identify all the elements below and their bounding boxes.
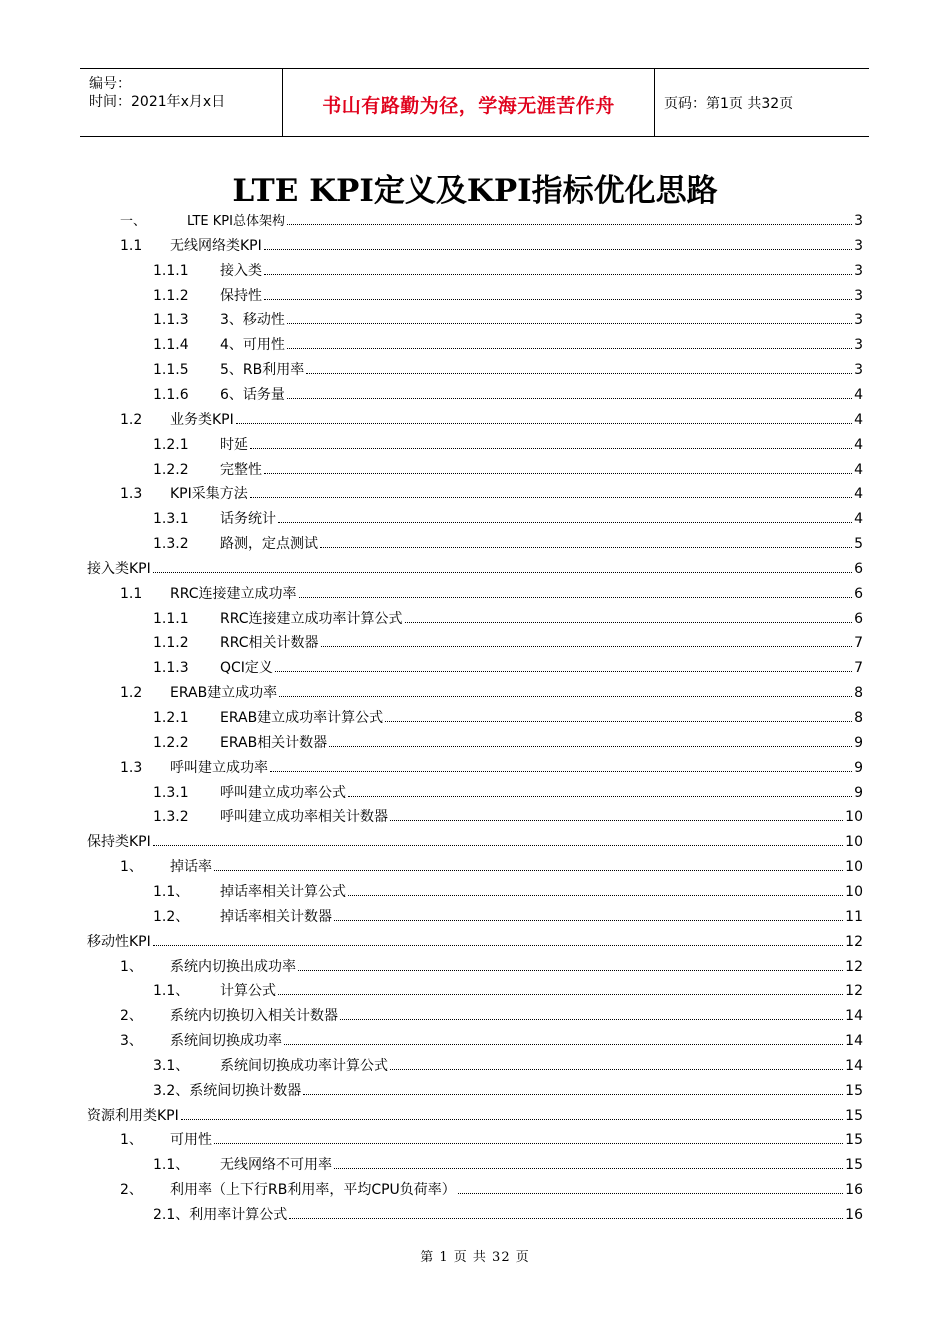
toc-entry-page: 7	[854, 660, 863, 677]
toc-leader-dots	[298, 970, 843, 971]
toc-entry-number: 1.1.2	[153, 635, 189, 652]
toc-leader-dots	[299, 597, 853, 598]
page-header	[80, 68, 869, 137]
toc-entry-number: 1.1	[120, 237, 143, 254]
document-title: LTE KPI定义及KPI指标优化思路	[232, 173, 718, 209]
toc-entry-page: 9	[854, 784, 863, 801]
toc-leader-dots	[303, 1094, 843, 1095]
toc-entry[interactable]	[153, 782, 863, 802]
toc-leader-dots	[306, 373, 852, 374]
toc-entry[interactable]	[153, 459, 863, 479]
toc-entry-number: 1.1.3	[153, 660, 189, 677]
toc-entry-title: RRC连接建立成功率计算公式	[220, 610, 403, 627]
toc-leader-dots	[284, 1044, 843, 1045]
toc-leader-dots	[287, 323, 852, 324]
toc-leader-dots	[264, 299, 852, 300]
toc-entry-number: 1.3	[120, 486, 143, 503]
toc-entry[interactable]	[120, 409, 863, 429]
toc-entry-number: 1.3.2	[153, 809, 189, 826]
toc-entry-title: 掉话率相关计算公式	[220, 883, 346, 900]
toc-leader-dots	[264, 473, 852, 474]
toc-leader-dots	[287, 224, 852, 225]
toc-entry[interactable]	[153, 1055, 863, 1075]
toc-entry-page: 6	[854, 585, 863, 602]
toc-entry-number: 1.1.2	[153, 287, 189, 304]
toc-entry-title: 无线网络不可用率	[220, 1157, 332, 1174]
toc-entry-page: 10	[845, 834, 863, 851]
toc-entry-title: 利用率（上下行RB利用率，平均CPU负荷率）	[170, 1182, 456, 1199]
toc-entry-number: 1.3.1	[153, 784, 189, 801]
toc-entry-page: 7	[854, 635, 863, 652]
toc-entry-title: 系统间切换成功率	[170, 1033, 282, 1050]
toc-entry-page: 3	[854, 337, 863, 354]
toc-entry-title: 路测，定点测试	[220, 536, 318, 553]
toc-entry[interactable]	[153, 285, 863, 305]
toc-entry-page: 15	[845, 1107, 863, 1124]
toc-entry[interactable]	[120, 682, 863, 702]
toc-entry-title: 可用性	[170, 1132, 212, 1149]
toc-leader-dots	[214, 1143, 843, 1144]
toc-entry[interactable]	[153, 434, 863, 454]
toc-entry-number: 1、	[120, 1132, 143, 1149]
toc-entry-title: 呼叫建立成功率	[170, 759, 268, 776]
toc-leader-dots	[153, 945, 843, 946]
toc-entry-title: ERAB相关计数器	[220, 734, 328, 751]
toc-entry[interactable]	[153, 707, 863, 727]
toc-entry-page: 4	[854, 436, 863, 453]
toc-entry[interactable]	[120, 583, 863, 603]
toc-entry-page: 8	[854, 710, 863, 726]
toc-entry-page: 3	[854, 312, 863, 329]
toc-entry-number: 一、	[120, 214, 147, 229]
toc-entry[interactable]	[120, 757, 863, 777]
toc-entry[interactable]	[120, 1179, 863, 1199]
toc-entry[interactable]	[153, 384, 863, 404]
toc-entry[interactable]	[153, 260, 863, 280]
toc-entry[interactable]	[153, 1204, 863, 1224]
toc-entry-number: 1.1.1	[153, 610, 189, 627]
toc-entry-number: 1.2.1	[153, 710, 189, 726]
toc-entry-page: 3	[854, 213, 863, 229]
toc-entry-title: 呼叫建立成功率相关计数器	[220, 809, 388, 826]
toc-entry-title: 系统内切换出成功率	[170, 958, 296, 975]
toc-entry[interactable]	[87, 558, 863, 578]
toc-leader-dots	[214, 870, 843, 871]
toc-entry-page: 14	[845, 1008, 863, 1025]
toc-leader-dots	[270, 771, 852, 772]
toc-entry[interactable]	[120, 210, 863, 230]
toc-entry-number: 1.2、	[153, 908, 190, 925]
toc-entry-page: 10	[845, 809, 863, 826]
toc-entry-title: 掉话率相关计数器	[220, 908, 332, 925]
toc-entry-title: 5、RB利用率	[220, 362, 305, 379]
serial-label: 编号：	[89, 76, 131, 92]
toc-entry-page: 5	[854, 536, 863, 553]
toc-entry-number: 1.1.1	[153, 262, 189, 279]
toc-leader-dots	[279, 696, 852, 697]
toc-leader-dots	[385, 721, 852, 722]
toc-entry-page: 3	[854, 237, 863, 254]
toc-entry-title: RRC相关计数器	[220, 635, 319, 652]
header-motto-cell	[283, 69, 655, 136]
toc-leader-dots	[348, 796, 852, 797]
toc-entry[interactable]	[153, 732, 863, 752]
toc-entry-page: 11	[845, 908, 863, 925]
toc-leader-dots	[329, 746, 852, 747]
toc-leader-dots	[287, 398, 852, 399]
toc-entry-title: 完整性	[220, 461, 262, 478]
toc-entry-title: ERAB建立成功率	[170, 685, 278, 702]
toc-entry[interactable]	[153, 657, 863, 677]
toc-entry-number: 1.1、	[153, 1157, 190, 1174]
toc-leader-dots	[321, 646, 853, 647]
toc-entry-page: 12	[845, 983, 863, 1000]
toc-entry-title: 移动性KPI	[87, 933, 151, 950]
toc-entry-number: 1、	[120, 859, 143, 876]
toc-entry[interactable]	[153, 359, 863, 379]
toc-entry-number: 1.2	[120, 685, 143, 702]
toc-leader-dots	[236, 423, 852, 424]
toc-entry[interactable]	[153, 508, 863, 528]
toc-leader-dots	[334, 1168, 843, 1169]
toc-leader-dots	[390, 820, 843, 821]
toc-leader-dots	[264, 249, 852, 250]
toc-entry-page: 15	[845, 1157, 863, 1174]
toc-leader-dots	[153, 845, 843, 846]
toc-entry-title: 3.2、系统间切换计数器	[153, 1082, 302, 1099]
toc-entry-title: 时延	[220, 436, 248, 453]
toc-entry-number: 1.2	[120, 411, 143, 428]
toc-entry-page: 4	[854, 386, 863, 403]
toc-entry-title: 保持类KPI	[87, 834, 151, 851]
toc-entry-title: 呼叫建立成功率公式	[220, 784, 346, 801]
toc-leader-dots	[289, 1218, 843, 1219]
toc-entry-page: 14	[845, 1033, 863, 1050]
toc-entry-page: 12	[845, 958, 863, 975]
toc-entry-title: 系统间切换成功率计算公式	[220, 1057, 388, 1074]
toc-entry-number: 1.3	[120, 759, 143, 776]
toc-leader-dots	[287, 348, 852, 349]
toc-entry-title: 4、可用性	[220, 337, 285, 354]
toc-entry-number: 3.1、	[153, 1057, 190, 1074]
toc-entry-title: QCI定义	[220, 660, 273, 677]
toc-entry-page: 4	[854, 411, 863, 428]
toc-entry[interactable]	[120, 483, 863, 503]
toc-leader-dots	[348, 895, 843, 896]
toc-entry[interactable]	[153, 608, 863, 628]
toc-leader-dots	[405, 622, 853, 623]
toc-entry-page: 9	[854, 759, 863, 776]
toc-entry[interactable]	[87, 831, 863, 851]
toc-leader-dots	[390, 1069, 843, 1070]
toc-entry-page: 4	[854, 461, 863, 478]
toc-entry-page: 8	[854, 685, 863, 702]
toc-entry-page: 3	[854, 362, 863, 379]
toc-entry-number: 1.1.5	[153, 362, 189, 379]
toc-entry-title: 业务类KPI	[170, 411, 234, 428]
toc-entry-page: 3	[854, 262, 863, 279]
toc-entry[interactable]	[153, 309, 863, 329]
toc-leader-dots	[181, 1119, 843, 1120]
toc-entry[interactable]	[120, 1030, 863, 1050]
toc-entry[interactable]	[153, 1080, 863, 1100]
toc-entry-page: 10	[845, 859, 863, 876]
toc-entry-title: 2.1、利用率计算公式	[153, 1207, 288, 1223]
toc-entry-title: LTE KPI总体架构	[187, 214, 285, 229]
toc-entry-number: 3、	[120, 1033, 143, 1050]
toc-entry-number: 2、	[120, 1182, 143, 1199]
toc-leader-dots	[278, 994, 843, 995]
toc-leader-dots	[278, 522, 852, 523]
toc-entry-title: 计算公式	[220, 983, 276, 1000]
toc-entry-title: 话务统计	[220, 511, 276, 528]
toc-entry-number: 1.2.1	[153, 436, 189, 453]
toc-entry-page: 9	[854, 734, 863, 751]
toc-entry-title: KPI采集方法	[170, 486, 248, 503]
toc-entry-number: 1.1、	[153, 983, 190, 1000]
toc-entry-number: 1.1.4	[153, 337, 189, 354]
toc-entry[interactable]	[153, 906, 863, 926]
toc-entry[interactable]	[120, 956, 863, 976]
toc-entry-number: 1.1	[120, 585, 143, 602]
toc-entry-page: 16	[845, 1182, 863, 1199]
toc-entry-number: 2、	[120, 1008, 143, 1025]
toc-entry-number: 1.1.3	[153, 312, 189, 329]
time-label: 时间：2021年x月x日	[89, 94, 226, 110]
toc-entry[interactable]	[153, 632, 863, 652]
toc-leader-dots	[458, 1193, 843, 1194]
toc-entry-title: 掉话率	[170, 859, 212, 876]
toc-entry-title: 保持性	[220, 287, 262, 304]
toc-entry[interactable]	[120, 1129, 863, 1149]
toc-leader-dots	[334, 920, 843, 921]
toc-entry-title: 无线网络类KPI	[170, 237, 262, 254]
toc-entry-page: 12	[845, 933, 863, 950]
toc-entry[interactable]	[120, 856, 863, 876]
toc-entry-page: 10	[845, 883, 863, 900]
toc-entry[interactable]	[153, 1154, 863, 1174]
header-info-cell	[80, 69, 283, 136]
toc-entry-title: RRC连接建立成功率	[170, 585, 297, 602]
toc-entry-title: ERAB建立成功率计算公式	[220, 710, 384, 726]
toc-entry[interactable]	[153, 334, 863, 354]
toc-entry-title: 6、话务量	[220, 386, 285, 403]
toc-entry-page: 6	[854, 560, 863, 577]
toc-entry-page: 6	[854, 610, 863, 627]
toc-entry-page: 4	[854, 486, 863, 503]
toc-entry-title: 接入类KPI	[87, 560, 151, 577]
toc-entry[interactable]	[87, 1105, 863, 1125]
toc-entry-page: 4	[854, 511, 863, 528]
page-label: 页码：第1页 共32页	[664, 96, 794, 112]
toc-entry-page: 15	[845, 1082, 863, 1099]
toc-leader-dots	[340, 1019, 843, 1020]
toc-leader-dots	[153, 572, 852, 573]
toc-entry[interactable]	[153, 881, 863, 901]
toc-entry[interactable]	[153, 533, 863, 553]
toc-entry-page: 14	[845, 1057, 863, 1074]
toc-entry-number: 1.2.2	[153, 461, 189, 478]
toc-entry-number: 1.1.6	[153, 386, 189, 403]
toc-entry-number: 1.1、	[153, 883, 190, 900]
motto: 书山有路勤为径，学海无涯苦作舟	[322, 95, 615, 117]
toc-entry[interactable]	[120, 1005, 863, 1025]
toc-entry-number: 1.3.2	[153, 536, 189, 553]
toc-entry[interactable]	[153, 806, 863, 826]
toc-entry[interactable]	[87, 931, 863, 951]
page-footer: 第 1 页 共 32 页	[420, 1250, 530, 1265]
toc-entry[interactable]	[153, 980, 863, 1000]
toc-leader-dots	[320, 547, 852, 548]
toc-entry-page: 16	[845, 1207, 863, 1223]
toc-entry[interactable]	[120, 235, 863, 255]
toc-entry-title: 资源利用类KPI	[87, 1107, 179, 1124]
toc-entry-number: 1.2.2	[153, 734, 189, 751]
toc-entry-page: 3	[854, 287, 863, 304]
toc-entry-title: 接入类	[220, 262, 262, 279]
toc-leader-dots	[250, 448, 852, 449]
toc-entry-page: 15	[845, 1132, 863, 1149]
toc-entry-number: 1、	[120, 958, 143, 975]
toc-leader-dots	[250, 497, 852, 498]
header-page-cell	[655, 69, 869, 136]
toc-entry-title: 3、移动性	[220, 312, 285, 329]
toc-leader-dots	[264, 274, 852, 275]
toc-entry-number: 1.3.1	[153, 511, 189, 528]
toc-entry-title: 系统内切换切入相关计数器	[170, 1008, 338, 1025]
toc-leader-dots	[275, 671, 852, 672]
